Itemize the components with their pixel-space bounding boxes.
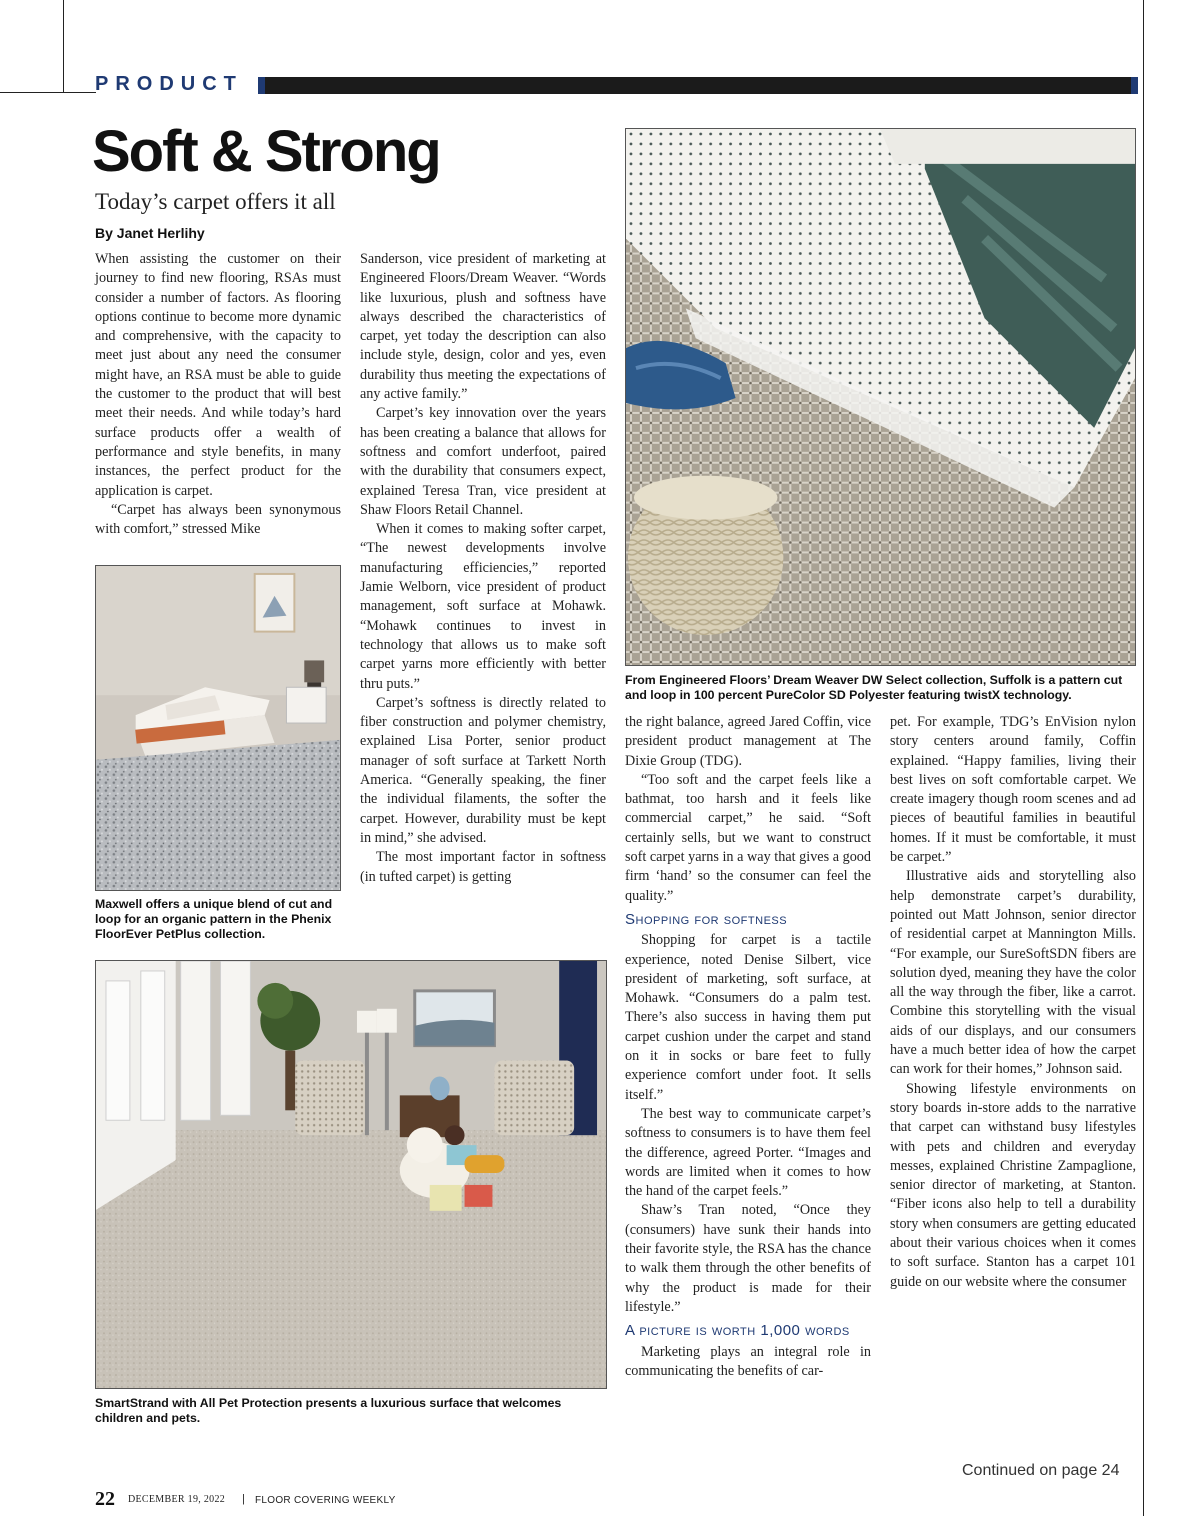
section-heading-picture: A picture is worth 1,000 words — [625, 1322, 850, 1340]
living-room-carpet-photo — [95, 960, 607, 1389]
paragraph: Carpet’s key innovation over the years has been creating a balance that allows for softness and comfort underfoot, paired with the durability that consumers expect, explained Teresa Tran, vice president at Shaw Floors Retail Channel. — [360, 405, 606, 518]
article-column-4 — [890, 713, 1136, 1292]
byline: By Janet Herlihy — [95, 225, 205, 241]
paragraph: Illustrative aids and storytelling also help demonstrate carpet’s durability, pointed out Matt Johnson, senior director of residential carpet at Mannington Mills. “For example, our SureSoftSDN fibers are solution dyed, meaning they have the color all the way through the fiber, like a carrot. Combine this storytelling with the visual aids of our displays, and our consumers have a much better idea of how the carpet can work for their homes,” Johnson said. — [890, 868, 1136, 1078]
article-column-3 — [625, 713, 871, 1381]
paragraph: Marketing plays an integral role in communicating the benefits of car- — [625, 1343, 871, 1379]
photo-caption-bottom: SmartStrand with All Pet Protection presents a luxurious surface that welcomes children and pets. — [95, 1396, 562, 1425]
article-column-1 — [95, 250, 341, 539]
paragraph: When it comes to making softer carpet, “The newest developments involve manufacturing efficiencies,” reported Jamie Welborn, vice president of product management, soft surface at Mohawk. “Mohawk continues to invest in technology that allows us to make soft carpet yarns more efficiently with better thru puts.” — [360, 521, 606, 692]
section-bar — [258, 77, 1138, 94]
paragraph: Shopping for carpet is a tactile experience, noted Denise Silbert, vice president of marketing, soft surface, at Mohawk. “Consumers do a palm test. There’s also success in having them put carpet cushion under the carpet and stand on it in socks or bare feet to fully experience comfort under foot. It sells itself.” — [625, 932, 871, 1103]
paragraph: Sanderson, vice president of marketing at Engineered Floors/Dream Weaver. “Words like luxurious, plush and softness have always described the characteristics of carpet, yet today the description can also include style, design, color and yes, even durability thus meeting the expectations of any active family.” — [360, 251, 606, 403]
issue-date: DECEMBER 19, 2022 — [128, 1494, 226, 1505]
section-heading-shopping: Shopping for softness — [625, 910, 788, 928]
footer-separator: | — [242, 1493, 245, 1505]
paragraph: Shaw’s Tran noted, “Once they (consumers) have sunk their hands into their favorite style, the RSA has the chance to walk them through the other benefits of why the product is made for their lifestyle.” — [625, 1202, 871, 1315]
bedroom-carpet-photo — [95, 565, 341, 891]
paragraph: The most important factor in softness (in tufted carpet) is getting — [360, 849, 606, 885]
photo-caption-top-right: From Engineered Floors’ Dream Weaver DW Select collection, Suffolk is a pattern cut and loop in 100 percent PureColor SD Polyester featuring twistX technology. — [625, 673, 1123, 702]
paragraph: The best way to communicate carpet’s softness to consumers is to have them feel the difference, agreed Porter. “Images and words are limited when it comes to how the hand of the carpet feels.” — [625, 1105, 871, 1200]
section-label: PRODUCT — [95, 73, 243, 95]
paragraph: pet. For example, TDG’s EnVision nylon story centers around family, Coffin explained. “Happy families, living their best lives on soft comfortable carpet. We create imagery though room scenes and ad pieces of beautiful families in beautiful homes. If it must be comfortable, it must be carpet.” — [890, 714, 1136, 866]
publication-name: FLOOR COVERING WEEKLY — [255, 1495, 396, 1506]
crop-rule-horizontal-left — [0, 92, 96, 93]
headline: Soft & Strong — [92, 119, 440, 184]
paragraph: Carpet’s softness is directly related to fiber construction and polymer chemistry, explained Lisa Porter, senior product manager of soft surface at Tarkett North America. “Generally speaking, the finer the individual filaments, the softer the carpet. However, durability must be kept in mind,” she advised. — [360, 694, 606, 846]
continued-on-page-link[interactable]: Continued on page 24 — [962, 1462, 1120, 1479]
photo-caption-left: Maxwell offers a unique blend of cut and loop for an organic pattern in the Phenix FloorEver PetPlus collection. — [95, 897, 333, 941]
bed-carpet-photo — [625, 128, 1136, 666]
paragraph: the right balance, agreed Jared Coffin, vice president product management at The Dixie Group (TDG). — [625, 714, 871, 769]
page-rule-right — [1143, 0, 1144, 1516]
paragraph: Showing lifestyle environments on story boards in-store adds to the narrative that carpet can withstand busy lifestyles with pets and children and everyday messes, explained Christine Zampaglione, senior director of marketing, at Stanton. “Fiber icons also help to tell a durability story when consumers are getting educated about their various choices when it comes to soft surface. Stanton has a carpet 101 guide on our website where the consumer — [890, 1080, 1136, 1290]
paragraph: “Too soft and the carpet feels like a bathmat, too harsh and it feels like commercial carpet,” he said. “Soft certainly sells, but we want to construct soft carpet yarns in a way that gives a good firm ‘hand’ so the consumer can feel the quality.” — [625, 771, 871, 904]
crop-rule-vertical-left — [63, 0, 64, 92]
paragraph: When assisting the customer on their journey to find new flooring, RSAs must consider a number of factors. As flooring options continue to become more dynamic and comprehensive, with the capacity to meet just about any need the consumer might have, an RSA must be able to guide the customer to the product that will best meet their needs. And while today’s hard surface products offer a wealth of performance and style benefits, in many instances, the perfect product for the application is carpet. — [95, 251, 341, 499]
article-column-2 — [360, 250, 606, 887]
subheadline: Today’s carpet offers it all — [95, 189, 336, 214]
paragraph: “Carpet has always been synonymous with comfort,” stressed Mike — [95, 501, 341, 538]
page-number: 22 — [95, 1488, 115, 1510]
